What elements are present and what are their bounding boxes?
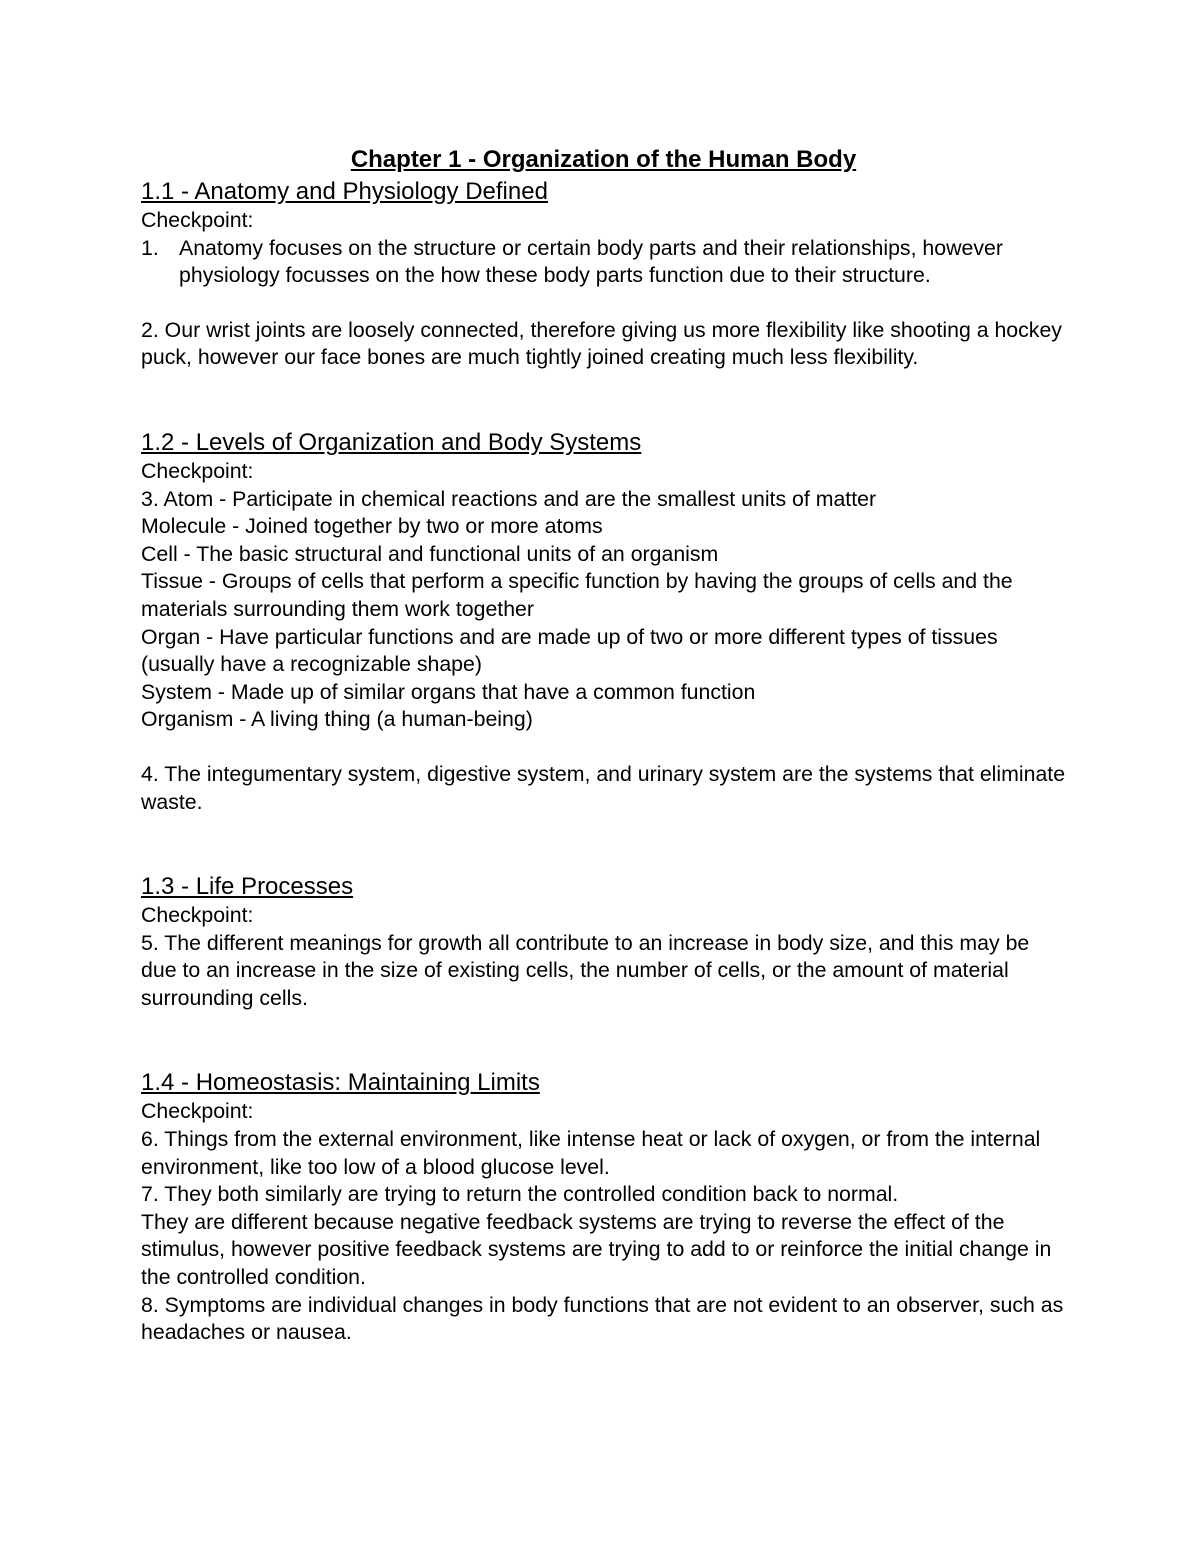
checkpoint-label: Checkpoint: xyxy=(141,458,254,483)
document-page xyxy=(141,143,1066,1347)
checkpoint-label: Checkpoint: xyxy=(141,903,254,928)
level-cell: Cell - The basic structural and functional units of an organism xyxy=(141,541,719,566)
answer-paragraph: 6. Things from the external environment, like intense heat or lack of oxygen, or from the internal environment, like too low of a blood glucose level. xyxy=(141,1127,1041,1179)
level-tissue: Tissue - Groups of cells that perform a specific function by having the groups of cells and the materials surrounding them work together xyxy=(141,569,1013,621)
answer-text: Anatomy focuses on the structure or certain body parts and their relationships, however physiology focusses on the how these body parts function due to their structure. xyxy=(179,235,1003,288)
answer-paragraph: They are different because negative feedback systems are trying to reverse the effect of the stimulus, however positive feedback systems are trying to add to or reinforce the initial change in the controlled condition. xyxy=(141,1209,1052,1290)
level-organism: Organism - A living thing (a human-being) xyxy=(141,707,533,732)
answer-paragraph: 8. Symptoms are individual changes in body functions that are not evident to an observer, such as headaches or nausea. xyxy=(141,1292,1064,1345)
answer-item xyxy=(141,235,1066,290)
level-atom: 3. Atom - Participate in chemical reactions and are the smallest units of matter xyxy=(141,486,877,511)
answer-paragraph: 5. The different meanings for growth all contribute to an increase in body size, and this may be due to an increase in the size of existing cells, the number of cells, or the amount of material surrounding cells. xyxy=(141,930,1030,1010)
checkpoint-label: Checkpoint: xyxy=(141,208,254,232)
section-heading: 1.1 - Anatomy and Physiology Defined xyxy=(141,178,548,205)
level-molecule: Molecule - Joined together by two or more atoms xyxy=(141,514,603,539)
section-1-2 xyxy=(141,428,1066,816)
section-1-1 xyxy=(141,177,1066,372)
checkpoint-label: Checkpoint: xyxy=(141,1099,254,1124)
section-heading: 1.3 - Life Processes xyxy=(141,873,354,901)
answer-paragraph: 2. Our wrist joints are loosely connected, therefore giving us more flexibility like shooting a hockey puck, however our face bones are much tightly joined creating much less flexibility. xyxy=(141,317,1062,370)
level-system: System - Made up of similar organs that have a common function xyxy=(141,679,756,704)
section-heading: 1.2 - Levels of Organization and Body Systems xyxy=(141,428,642,456)
answer-paragraph: 7. They both similarly are trying to return the controlled condition back to normal. xyxy=(141,1182,899,1207)
section-1-3 xyxy=(141,872,1066,1012)
answer-paragraph: 4. The integumentary system, digestive system, and urinary system are the systems that eliminate waste. xyxy=(141,761,1066,814)
section-1-4 xyxy=(141,1068,1066,1346)
level-organ: Organ - Have particular functions and are made up of two or more different types of tissues (usually have a recognizable shape) xyxy=(141,624,998,677)
section-heading: 1.4 - Homeostasis: Maintaining Limits xyxy=(141,1069,540,1097)
answer-number: 1. xyxy=(141,235,159,260)
chapter-title: Chapter 1 - Organization of the Human Body xyxy=(350,146,857,173)
